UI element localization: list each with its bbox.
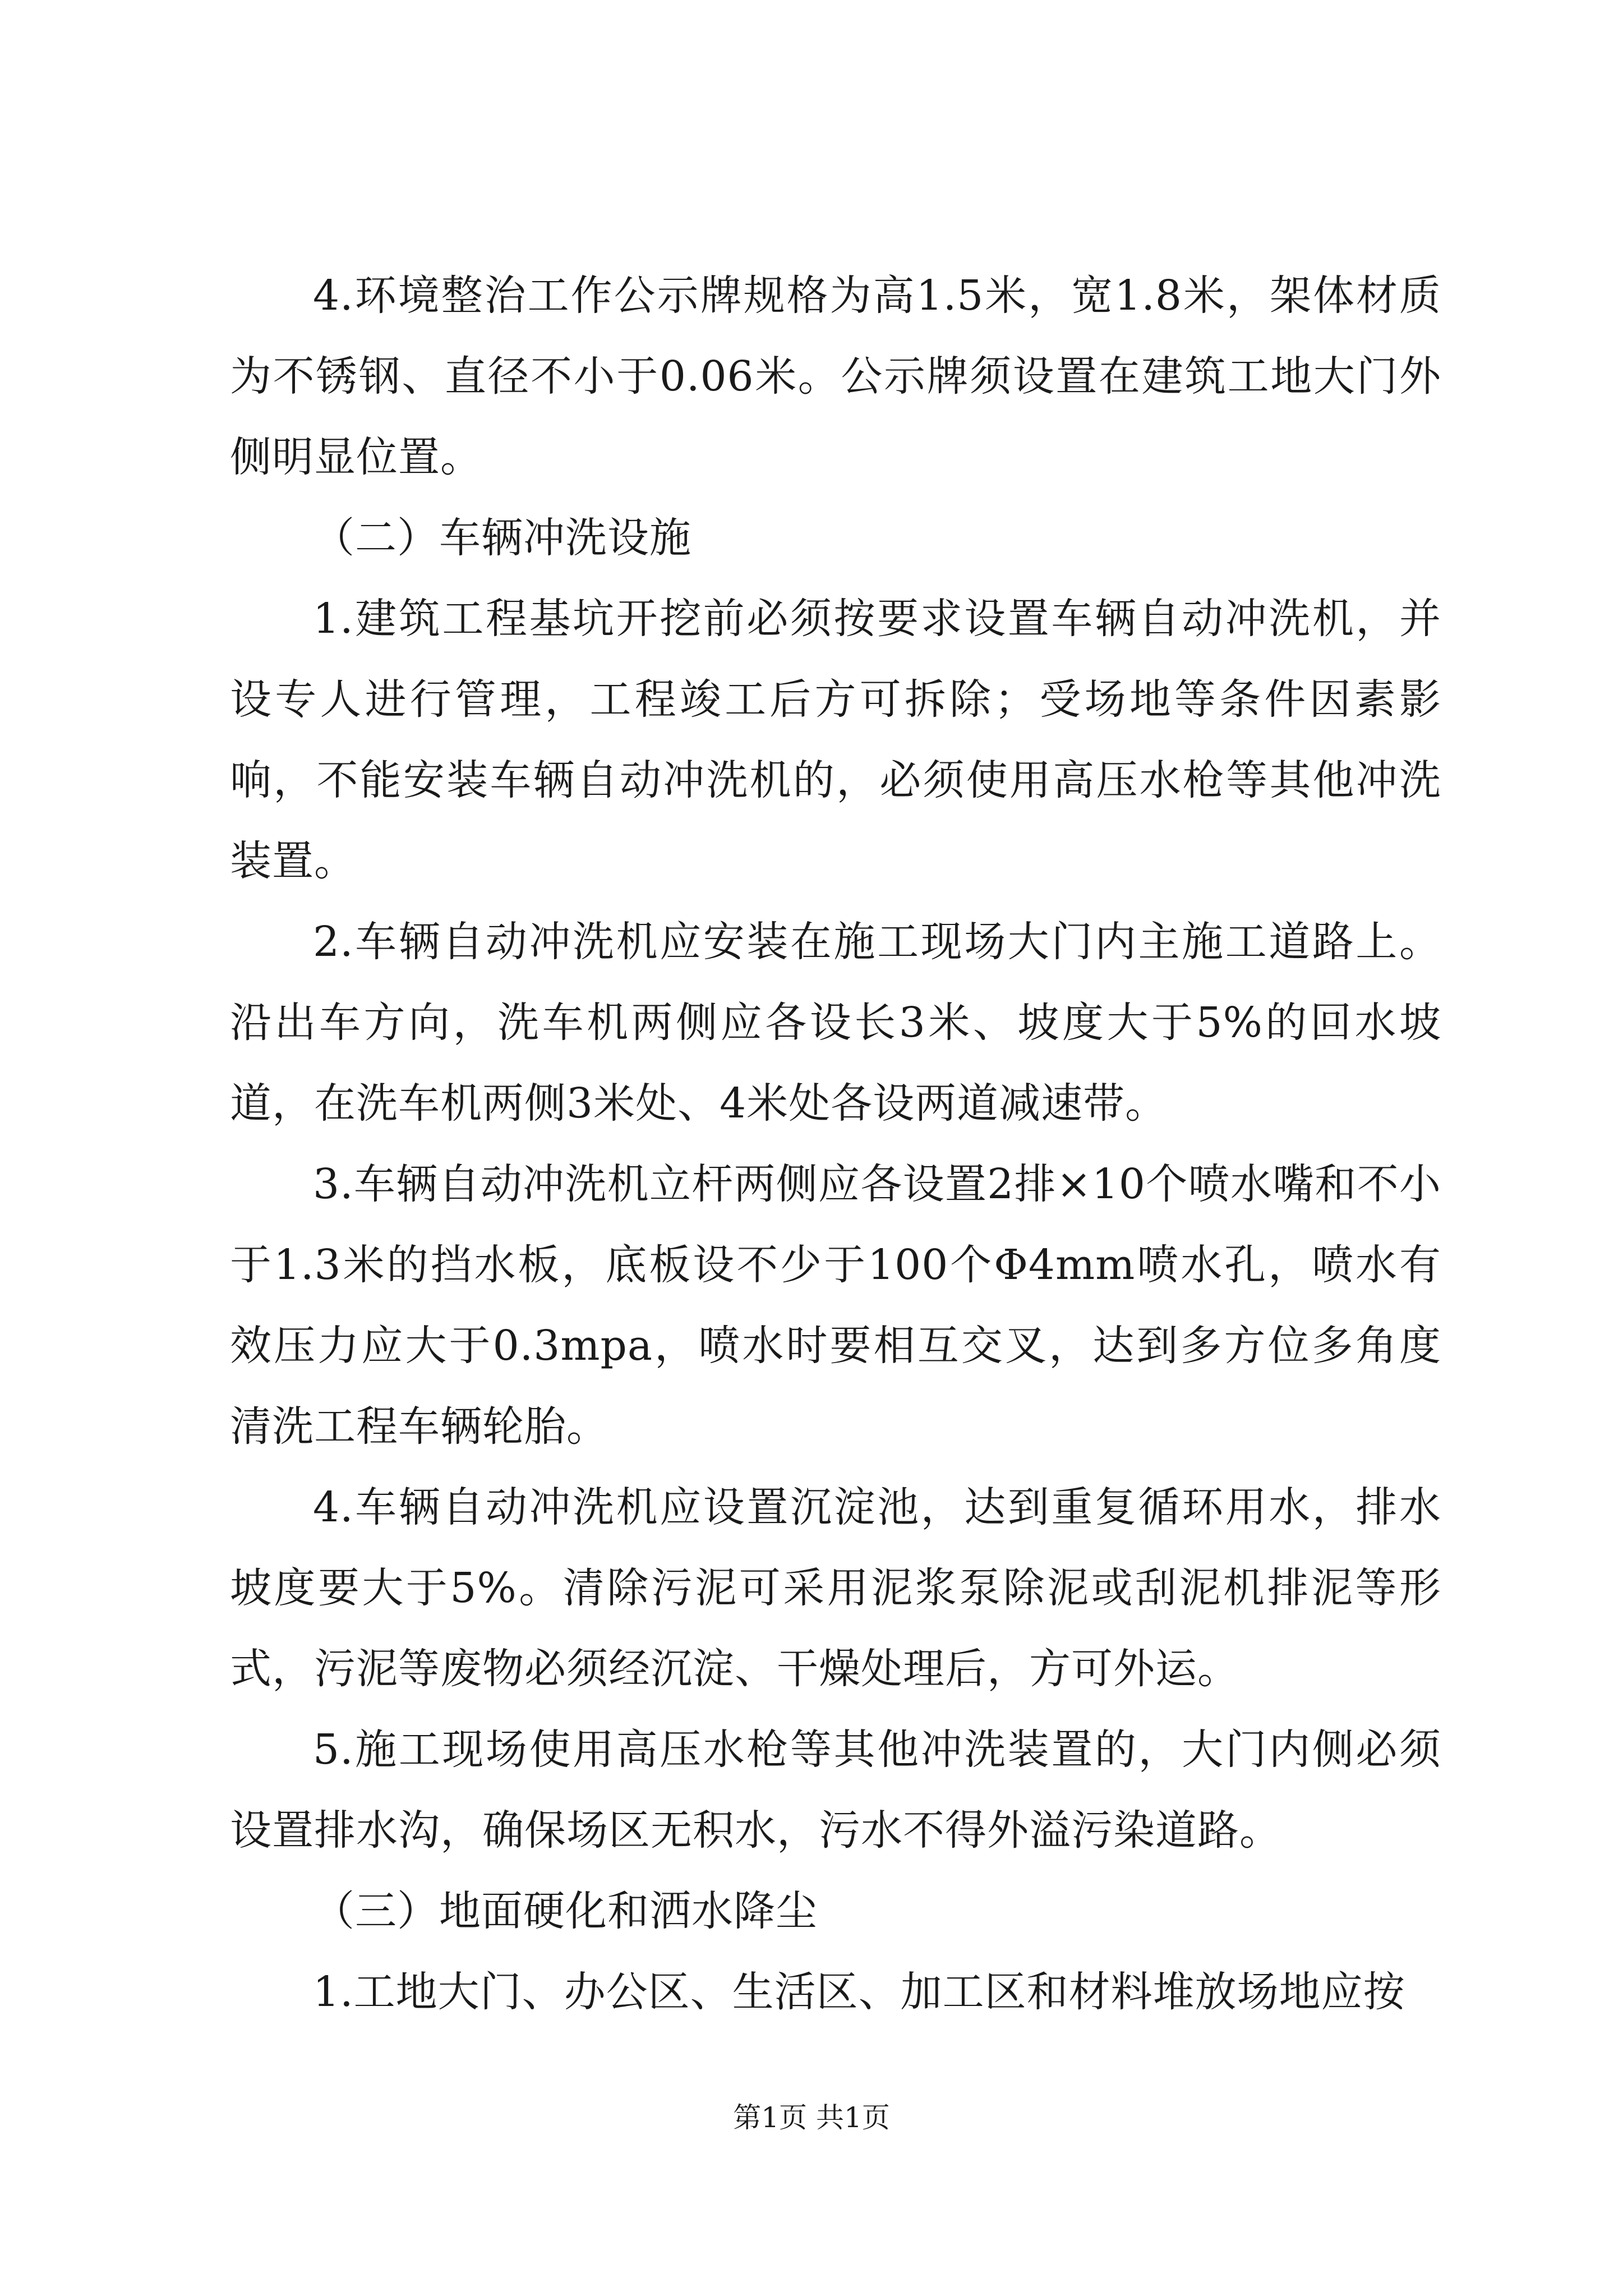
section-heading-ground-hardening: （三）地面硬化和洒水降尘	[313, 1887, 818, 1935]
paragraph-signboard-spec: 4.环境整治工作公示牌规格为高1.5米，宽1.8米，架体材质为不锈钢、直径不小于0.06米。公示牌须设置在建筑工地大门外侧明显位置。	[230, 272, 1441, 481]
paragraph-washer-location: 2.车辆自动冲洗机应安装在施工现场大门内主施工道路上。沿出车方向，洗车机两侧应各设长3米、坡度大于5%的回水坡道，在洗车机两侧3米处、4米处各设两道减速带。	[230, 918, 1441, 1128]
paragraph-drainage-ditch: 5.施工现场使用高压水枪等其他冲洗装置的，大门内侧必须设置排水沟，确保场区无积水，污水不得外溢污染道路。	[230, 1726, 1441, 1855]
document-body	[230, 255, 1441, 2032]
page-footer: 第1页 共1页	[733, 2101, 890, 2134]
section-heading-vehicle-washing: （二）车辆冲洗设施	[313, 514, 691, 562]
paragraph-ground-hardening: 1.工地大门、办公区、生活区、加工区和材料堆放场地应按	[313, 1968, 1405, 2016]
paragraph-washer-installation: 1.建筑工程基坑开挖前必须按要求设置车辆自动冲洗机，并设专人进行管理，工程竣工后方可拆除；受场地等条件因素影响，不能安装车辆自动冲洗机的，必须使用高压水枪等其他冲洗装置。	[230, 595, 1441, 885]
paragraph-sedimentation-tank: 4.车辆自动冲洗机应设置沉淀池，达到重复循环用水，排水坡度要大于5%。清除污泥可采用泥浆泵除泥或刮泥机排泥等形式，污泥等废物必须经沉淀、干燥处理后，方可外运。	[230, 1483, 1441, 1693]
paragraph-washer-nozzles: 3.车辆自动冲洗机立杆两侧应各设置2排×10个喷水嘴和不小于1.3米的挡水板，底板设不少于100个Φ4mm喷水孔，喷水有效压力应大于0.3mpa，喷水时要相互交叉，达到多方位多角度清洗工程车辆轮胎。	[230, 1160, 1441, 1451]
